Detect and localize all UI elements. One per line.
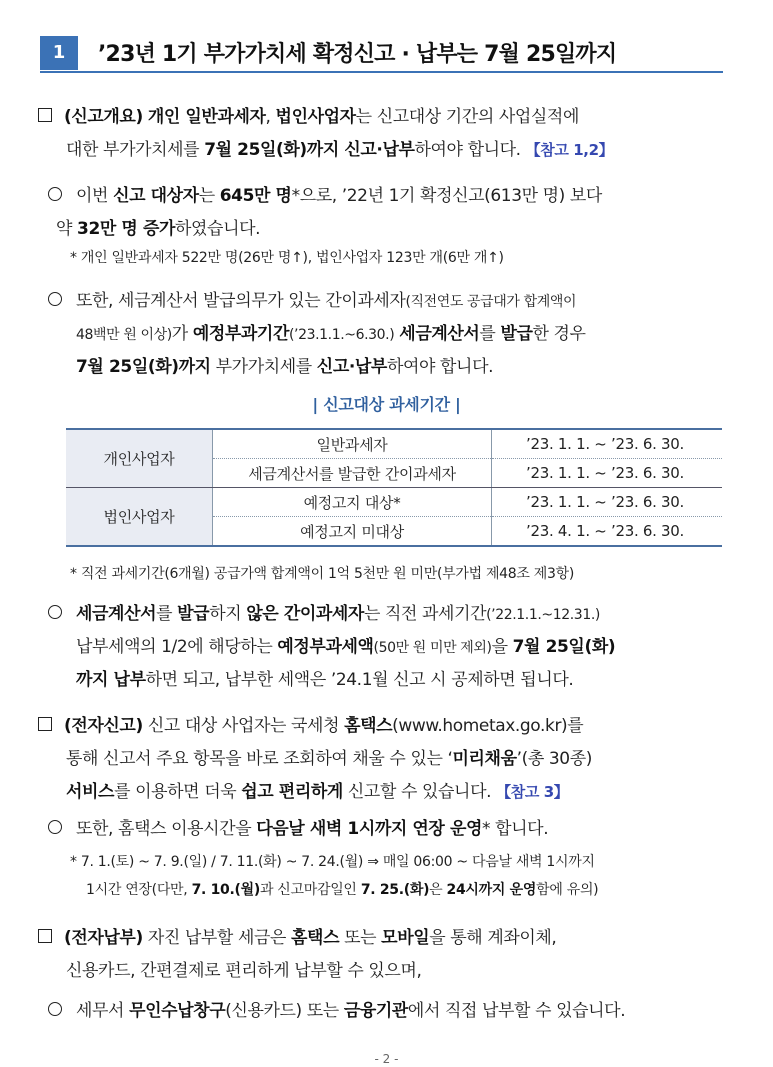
reference-tag: 【참고 1,2】 bbox=[525, 141, 614, 159]
circle-bullet-icon bbox=[48, 292, 62, 306]
e-filing-paragraph: (전자신고) 신고 대상 사업자는 국세청 홈택스(www.hometax.go.kr)를 통해 신고서 주요 항목을 바로 조회하여 채울 수 있는 ‘미리채움’(총 30종) 서비스를 이용하면 더욱 쉽고 편리하게 신고할 수 있습니다. 【참고 3】 bbox=[38, 710, 592, 809]
extended-hours-paragraph: 또한, 홈택스 이용시간을 다음날 새벽 1시까지 연장 운영* 합니다. bbox=[48, 813, 548, 846]
page-number: - 2 - bbox=[374, 1052, 399, 1066]
overview-paragraph: (신고개요) 개인 일반과세자, 법인사업자는 신고대상 기간의 사업실적에 대한 부가가치세를 7월 25일(화)까지 신고·납부하여야 합니다. 【참고 1,2】 bbox=[38, 101, 613, 167]
section-title-bar bbox=[40, 36, 723, 74]
category-cell: 법인사업자 bbox=[66, 488, 213, 547]
table-row bbox=[66, 488, 722, 517]
table-title: | 신고대상 과세기간 | bbox=[312, 395, 461, 414]
category-cell: 개인사업자 bbox=[66, 429, 213, 488]
square-bullet-icon bbox=[38, 108, 52, 122]
taxpayer-type-cell: 일반과세자 bbox=[213, 429, 492, 459]
taxpayer-type-cell: 예정고지 미대상 bbox=[213, 517, 492, 547]
taxpayer-type-cell: 세금계산서를 발급한 간이과세자 bbox=[213, 459, 492, 488]
period-cell: ’23. 1. 1. ~ ’23. 6. 30. bbox=[492, 429, 723, 459]
circle-bullet-icon bbox=[48, 1002, 62, 1016]
simplified-paragraph: 또한, 세금계산서 발급의무가 있는 간이과세자(직전연도 공급대가 합계액이 48백만 원 이상)가 예정부과기간(’23.1.1.~6.30.) 세금계산서를 발급한 경우 7월 25일(화)까지 부가가치세를 신고·납부하여야 합니다. bbox=[48, 285, 586, 384]
circle-bullet-icon bbox=[48, 605, 62, 619]
office-payment-paragraph: 세무서 무인수납창구(신용카드) 또는 금융기관에서 직접 납부할 수 있습니다. bbox=[48, 995, 625, 1028]
square-bullet-icon bbox=[38, 717, 52, 731]
targets-paragraph: 이번 신고 대상자는 645만 명*으로, ’22년 1기 확정신고(613만 명) 보다 약 32만 명 증가하였습니다. bbox=[48, 180, 602, 246]
section-number: 1 bbox=[40, 36, 78, 70]
period-cell: ’23. 1. 1. ~ ’23. 6. 30. bbox=[492, 459, 723, 488]
table-row bbox=[66, 429, 722, 459]
table-footnote: * 직전 과세기간(6개월) 공급가액 합계액이 1억 5천만 원 미만(부가법 제48조 제3항) bbox=[70, 566, 574, 582]
not-issued-paragraph: 세금계산서를 발급하지 않은 간이과세자는 직전 과세기간(’22.1.1.~12.31.) 납부세액의 1/2에 해당하는 예정부과세액(50만 원 미만 제외)을 7월 25일(화) 까지 납부하면 되고, 납부한 세액은 ’24.1월 신고 시 공제하면 됩니다. bbox=[48, 598, 615, 697]
circle-bullet-icon bbox=[48, 820, 62, 834]
period-cell: ’23. 4. 1. ~ ’23. 6. 30. bbox=[492, 517, 723, 547]
tax-period-table bbox=[66, 428, 722, 547]
period-cell: ’23. 1. 1. ~ ’23. 6. 30. bbox=[492, 488, 723, 517]
section-title: ’23년 1기 부가가치세 확정신고 · 납부는 7월 25일까지 bbox=[98, 42, 617, 67]
circle-bullet-icon bbox=[48, 187, 62, 201]
extended-hours-footnote: * 7. 1.(토) ~ 7. 9.(일) / 7. 11.(화) ~ 7. 24.(월) ⇒ 매일 06:00 ~ 다음날 새벽 1시까지 1시간 연장(다만, 7. 10.(월)과 신고마감일인 7. 25.(화)은 24시까지 운영함에 유의) bbox=[70, 854, 599, 898]
reference-tag: 【참고 3】 bbox=[496, 783, 569, 801]
title-underline bbox=[40, 71, 723, 73]
e-payment-paragraph: (전자납부) 자진 납부할 세금은 홈택스 또는 모바일을 통해 계좌이체, 신용카드, 간편결제로 편리하게 납부할 수 있으며, bbox=[38, 922, 556, 988]
square-bullet-icon bbox=[38, 929, 52, 943]
taxpayer-type-cell: 예정고지 대상* bbox=[213, 488, 492, 517]
targets-footnote: * 개인 일반과세자 522만 명(26만 명↑), 법인사업자 123만 개(6만 개↑) bbox=[70, 250, 504, 266]
